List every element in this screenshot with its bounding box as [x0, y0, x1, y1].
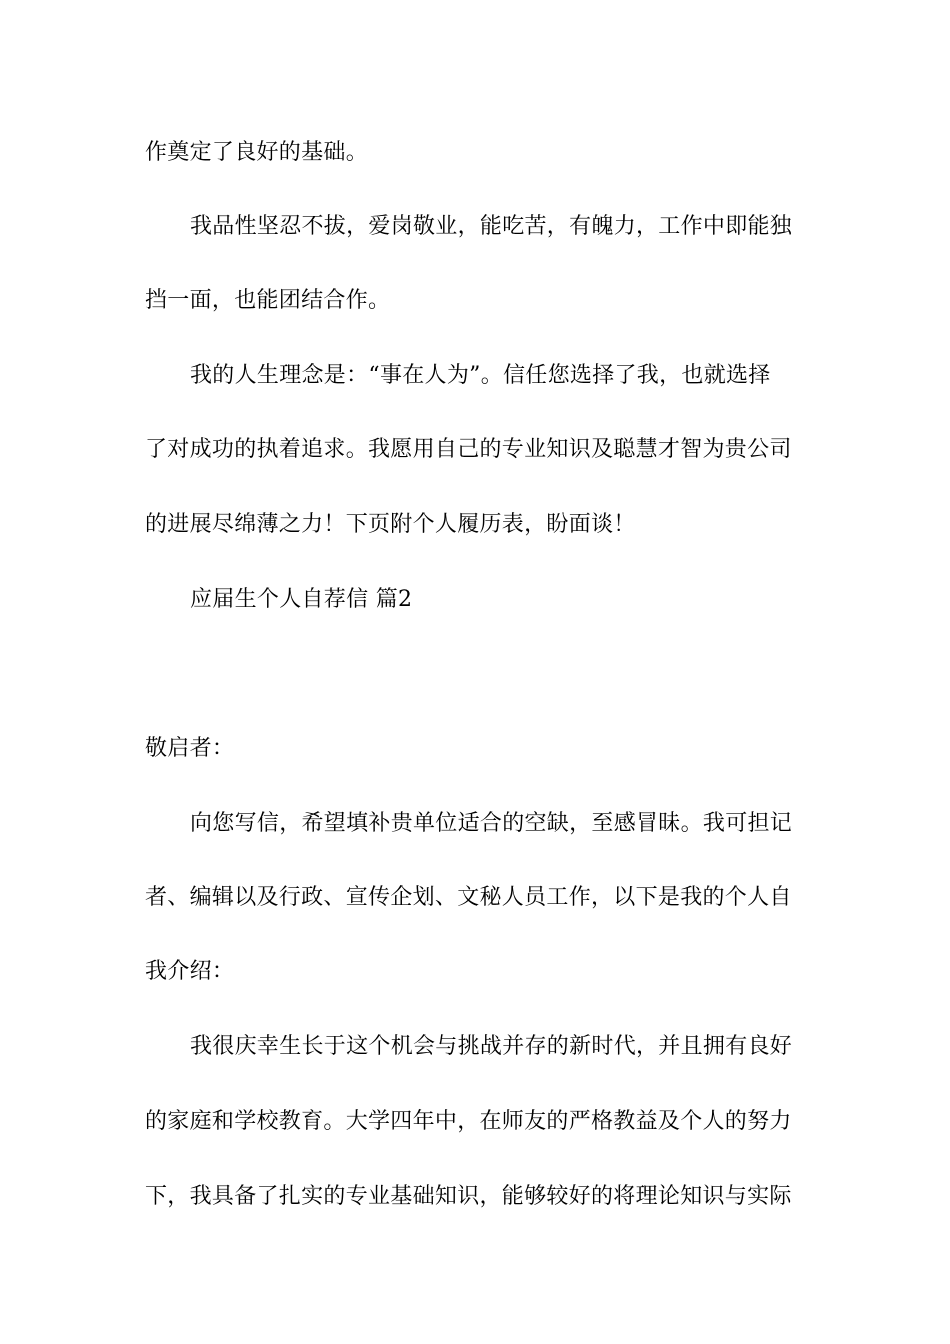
paragraph-line: 的家庭和学校教育。大学四年中，在师友的严格教益及个人的努力 — [145, 1109, 792, 1134]
paragraph-line: 了对成功的执着追求。我愿用自己的专业知识及聪慧才智为贵公司 — [145, 437, 792, 462]
paragraph-line: 向您写信，希望填补贵单位适合的空缺，至感冒昧。我可担记 — [190, 811, 793, 836]
paragraph-line: 挡一面，也能团结合作。 — [145, 288, 391, 313]
paragraph-line: 者、编辑以及行政、宣传企划、文秘人员工作，以下是我的个人自 — [145, 885, 792, 910]
paragraph-line: 作奠定了良好的基础。 — [145, 140, 369, 165]
section-heading: 应届生个人自荐信 篇2 — [190, 587, 413, 612]
paragraph-line: 我很庆幸生长于这个机会与挑战并存的新时代，并且拥有良好 — [190, 1034, 793, 1059]
paragraph-line: 的进展尽绵薄之力！下页附个人履历表，盼面谈！ — [145, 512, 636, 537]
paragraph-line: 我的人生理念是：“事在人为”。信任您选择了我，也就选择 — [190, 363, 771, 388]
salutation: 敬启者： — [145, 736, 235, 761]
paragraph-line: 下，我具备了扎实的专业基础知识，能够较好的将理论知识与实际 — [145, 1184, 792, 1209]
paragraph-line: 我品性坚忍不拔，爱岗敬业，能吃苦，有魄力，工作中即能独 — [190, 214, 793, 239]
paragraph-line: 我介绍： — [145, 959, 235, 984]
